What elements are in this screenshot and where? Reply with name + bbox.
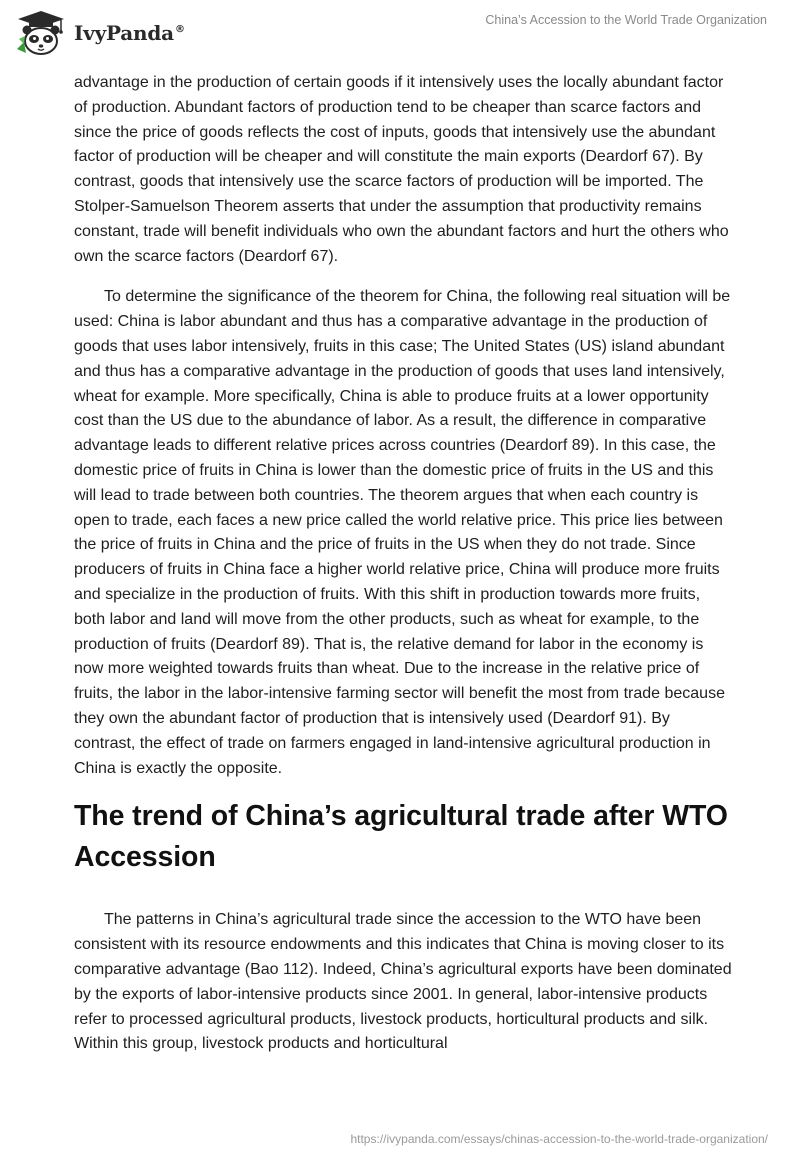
section-heading: The trend of China’s agricultural trade after WTO Accession [74,800,728,874]
ivypanda-logo[interactable] [14,9,185,57]
body-paragraph: advantage in the production of certain goods if it intensively uses the locally abundant factor of production. Abundant factors of production tend to be cheaper than scarce factors and since the price of goods reflects the cost of inputs, goods that intensively use the abundant factor of production will be cheaper and will constitute the main exports (Deardorf 67). By contrast, goods that intensively use the scarce factors of production will be imported. The Stolper-Samuelson Theorem asserts that under the assumption that productivity remains constant, trade will benefit individuals who own the abundant factors and hurt the others who own the scarce factors (Deardorf 67). [74,74,729,265]
body-paragraph: The patterns in China’s agricultural trade since the accession to the WTO have been consistent with its resource endowments and this indicates that China is moving closer to its comparative advantage (Bao 112). Indeed, China’s agricultural exports have been dominated by the exports of labor-intensive products since 2001. In general, labor-intensive products refer to processed agricultural products, livestock products, horticultural products and silk. Within this group, livestock products and horticultural [74,911,732,1053]
brand-name: IvyPanda® [74,21,185,45]
panda-graduate-icon [14,9,68,57]
body-paragraph: To determine the significance of the theorem for China, the following real situation will be used: China is labor abundant and thus has a comparative advantage in the production of goods that uses labor intensively, fruits in this case; The United States (US) island abundant and thus has a comparative advantage in the production of goods that uses land intensively, wheat for example. More specifically, China is able to produce fruits at a lower opportunity cost than the US due to the abundance of labor. As a result, the difference in comparative advantage leads to different relative prices across countries (Deardorf 89). In this case, the domestic price of fruits in China is lower than the domestic price of fruits in the US and this will lead to trade between both countries. The theorem argues that when each country is open to trade, each faces a new price called the world relative price. This price lies between the price of fruits in China and the price of fruits in the US when they do not trade. Since producers of fruits in China face a higher world relative price, China will produce more fruits and specialize in the production of fruits. With this shift in production towards more fruits, both labor and land will move from the other products, such as wheat for example, to the production of fruits (Deardorf 89). That is, the relative demand for labor in the economy is now more weighted towards fruits than wheat. Due to the increase in the relative price of fruits, the labor in the labor-intensive farming sector will benefit the most from trade because they own the abundant factor of production that is intensively used (Deardorf 91). By contrast, the effect of trade on farmers engaged in land-intensive agricultural production in China is exactly the opposite. [74,288,731,777]
essay-content [74,71,734,1057]
document-title: China’s Accession to the World Trade Organization [485,13,767,27]
source-url[interactable]: https://ivypanda.com/essays/chinas-accession-to-the-world-trade-organization/ [350,1132,768,1146]
page-header [0,0,800,70]
